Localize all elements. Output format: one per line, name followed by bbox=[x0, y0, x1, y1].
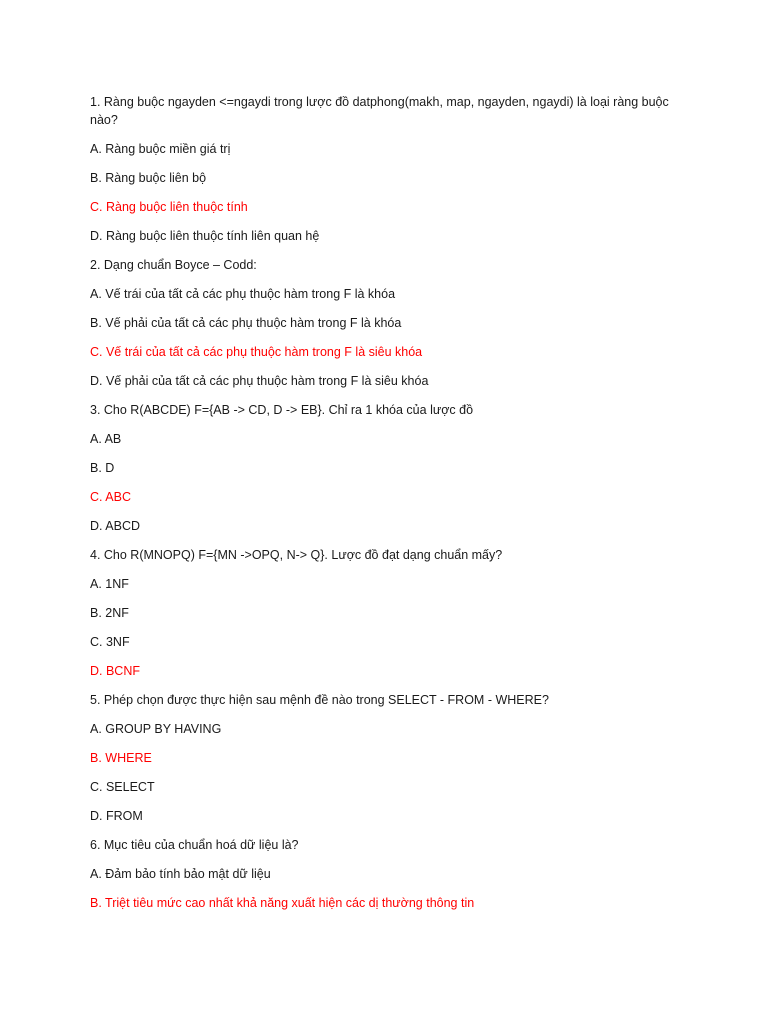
answer-option: C. SELECT bbox=[90, 780, 155, 794]
correct-answer-option: D. BCNF bbox=[90, 664, 140, 678]
question-text: 5. Phép chọn được thực hiện sau mệnh đề nào trong SELECT - FROM - WHERE? bbox=[90, 693, 549, 707]
answer-option: B. Ràng buộc liên bộ bbox=[90, 171, 207, 185]
correct-answer-option: C. ABC bbox=[90, 490, 131, 504]
question-text: 6. Mục tiêu của chuẩn hoá dữ liệu là? bbox=[90, 838, 299, 852]
answer-option: B. 2NF bbox=[90, 606, 129, 620]
answer-option: D. FROM bbox=[90, 809, 143, 823]
question-text: 3. Cho R(ABCDE) F={AB -> CD, D -> EB}. Chỉ ra 1 khóa của lược đồ bbox=[90, 403, 474, 417]
answer-option: C. 3NF bbox=[90, 635, 130, 649]
answer-option: D. ABCD bbox=[90, 519, 141, 533]
correct-answer-option: B. WHERE bbox=[90, 751, 152, 765]
answer-option: A. Đảm bảo tính bảo mật dữ liệu bbox=[90, 867, 271, 881]
question-text: 2. Dạng chuẩn Boyce – Codd: bbox=[90, 258, 257, 272]
answer-option: A. GROUP BY HAVING bbox=[90, 722, 222, 736]
question-text: 4. Cho R(MNOPQ) F={MN ->OPQ, N-> Q}. Lược đồ đạt dạng chuẩn mấy? bbox=[90, 548, 503, 562]
answer-option: A. Vế trái của tất cả các phụ thuộc hàm trong F là khóa bbox=[90, 287, 396, 301]
correct-answer-option: C. Ràng buộc liên thuộc tính bbox=[90, 200, 248, 214]
correct-answer-option: C. Vế trái của tất cả các phụ thuộc hàm trong F là siêu khóa bbox=[90, 345, 423, 359]
answer-option: A. 1NF bbox=[90, 577, 129, 591]
quiz-content bbox=[90, 93, 680, 923]
answer-option: B. D bbox=[90, 461, 115, 475]
question-text: 1. Ràng buộc ngayden <=ngaydi trong lược đồ datphong(makh, map, ngayden, ngaydi) là loại ràng buộc nào? bbox=[90, 95, 669, 127]
answer-option: D. Vế phải của tất cả các phụ thuộc hàm trong F là siêu khóa bbox=[90, 374, 429, 388]
answer-option: A. AB bbox=[90, 432, 122, 446]
answer-option: A. Ràng buộc miền giá trị bbox=[90, 142, 231, 156]
answer-option: D. Ràng buộc liên thuộc tính liên quan hệ bbox=[90, 229, 320, 243]
correct-answer-option: B. Triệt tiêu mức cao nhất khả năng xuất hiện các dị thường thông tin bbox=[90, 896, 475, 910]
answer-option: B. Vế phải của tất cả các phụ thuộc hàm trong F là khóa bbox=[90, 316, 402, 330]
